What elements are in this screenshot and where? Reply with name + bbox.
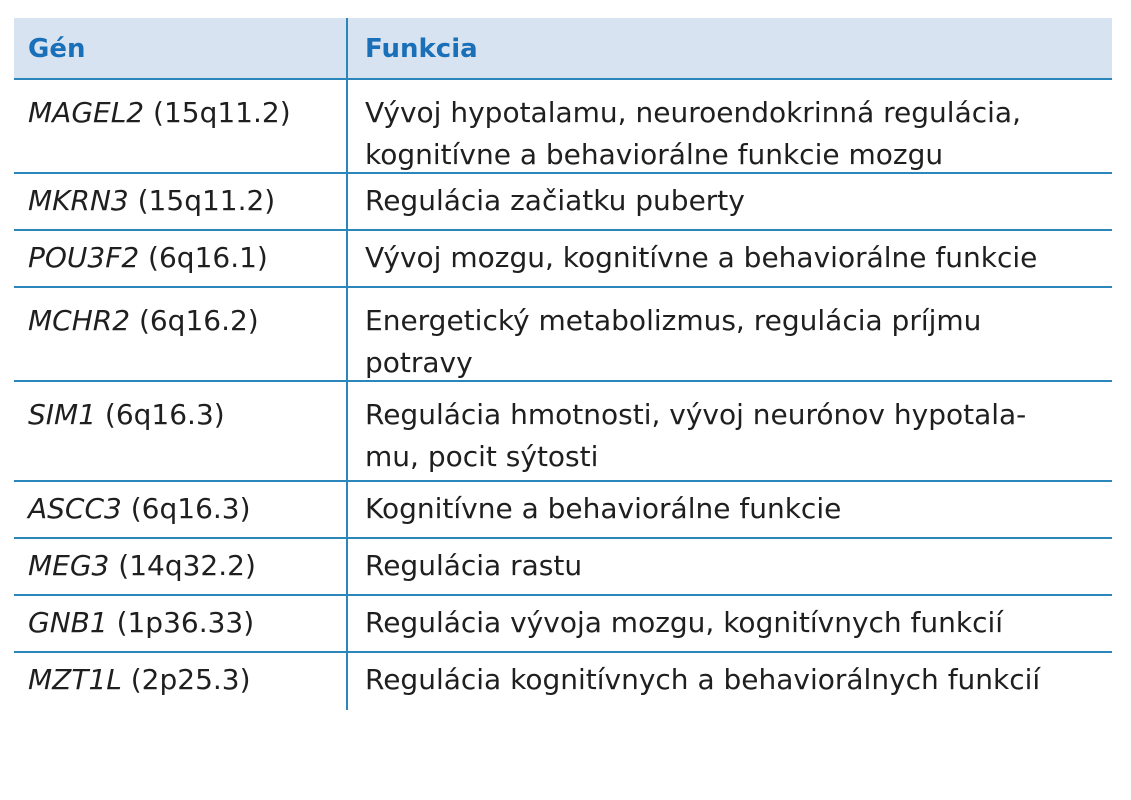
gene-cell	[14, 174, 348, 229]
table-row	[14, 382, 1112, 482]
table-row	[14, 174, 1112, 231]
table-header	[14, 18, 1112, 80]
function-line: Regulácia vývoja mozgu, kognitívnych funkcií	[365, 606, 1004, 639]
function-line: Energetický metabolizmus, regulácia príjmu	[365, 304, 982, 337]
gene-cell	[14, 80, 348, 172]
gene-locus: (6q16.3)	[96, 398, 225, 431]
function-cell	[348, 482, 1112, 537]
function-line: Kognitívne a behaviorálne funkcie	[365, 492, 842, 525]
function-line: kognitívne a behaviorálne funkcie mozgu	[365, 138, 944, 171]
function-cell	[348, 80, 1112, 172]
gene-cell	[14, 539, 348, 594]
gene-locus: (2p25.3)	[121, 663, 251, 696]
gene-name: ASCC3	[28, 492, 122, 525]
gene-locus: (1p36.33)	[107, 606, 255, 639]
gene-cell	[14, 482, 348, 537]
gene-cell	[14, 231, 348, 286]
table-row	[14, 80, 1112, 174]
gene-name: POU3F2	[28, 241, 140, 274]
function-cell	[348, 539, 1112, 594]
function-line: potravy	[365, 346, 473, 379]
gene-locus: (14q32.2)	[109, 549, 256, 582]
gene-name: MEG3	[28, 549, 110, 582]
function-cell	[348, 174, 1112, 229]
gene-function-table	[14, 18, 1112, 710]
header-function: Funkcia	[365, 34, 478, 64]
table-row	[14, 596, 1112, 653]
gene-locus: (15q11.2)	[144, 96, 291, 129]
function-line: mu, pocit sýtosti	[365, 440, 599, 473]
header-gene: Gén	[14, 18, 348, 78]
gene-cell	[14, 382, 348, 480]
gene-cell	[14, 288, 348, 380]
table-row	[14, 231, 1112, 288]
gene-locus: (6q16.1)	[139, 241, 268, 274]
gene-name: GNB1	[28, 606, 108, 639]
gene-name: MAGEL2	[28, 96, 145, 129]
gene-cell	[14, 596, 348, 651]
function-cell	[348, 653, 1112, 710]
table-row	[14, 288, 1112, 382]
function-line: Regulácia hmotnosti, vývoj neurónov hypotala-	[365, 398, 1027, 431]
gene-locus: (15q11.2)	[128, 184, 276, 217]
gene-name: MKRN3	[28, 184, 129, 217]
gene-locus: (6q16.2)	[130, 304, 259, 337]
function-line: Regulácia kognitívnych a behaviorálnych funkcií	[365, 663, 1041, 696]
table-row	[14, 653, 1112, 710]
function-cell	[348, 288, 1112, 380]
gene-name: MZT1L	[28, 663, 122, 696]
function-line: Regulácia začiatku puberty	[365, 184, 745, 217]
gene-cell	[14, 653, 348, 710]
table-row	[14, 539, 1112, 596]
gene-locus: (6q16.3)	[121, 492, 251, 525]
function-cell	[348, 596, 1112, 651]
function-line: Vývoj hypotalamu, neuroendokrinná regulácia,	[365, 96, 1021, 129]
table-row	[14, 482, 1112, 539]
gene-name: MCHR2	[28, 304, 131, 337]
function-cell	[348, 382, 1112, 480]
function-cell	[348, 231, 1112, 286]
function-line: Regulácia rastu	[365, 549, 583, 582]
function-line: Vývoj mozgu, kognitívne a behaviorálne funkcie	[365, 241, 1038, 274]
gene-name: SIM1	[28, 398, 97, 431]
